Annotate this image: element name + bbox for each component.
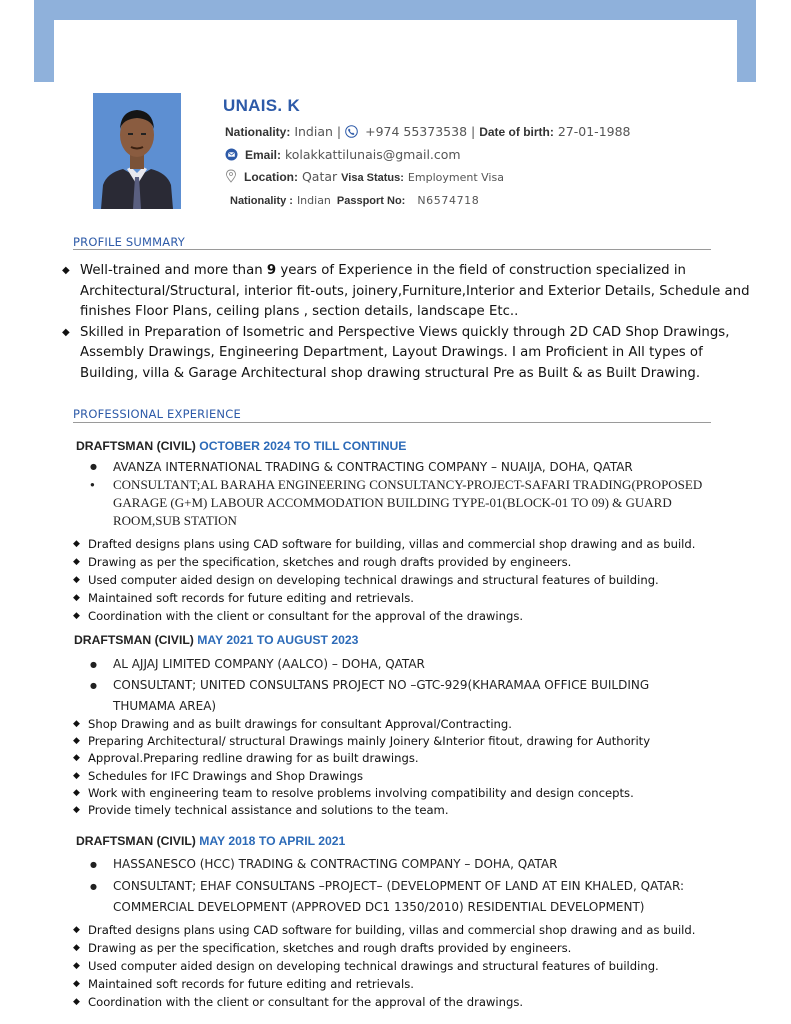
phone-value: +974 55373538 |	[365, 124, 476, 139]
email-icon	[225, 148, 238, 164]
duty-item: ◆ Work with engineering team to resolve problems involving compatibility and design concepts.	[73, 785, 753, 802]
profile-photo	[93, 93, 181, 209]
job-title-3	[76, 834, 345, 848]
duty-item: ◆ Preparing Architectural/ structural Drawings mainly Joinery &Interior fitout, drawing for Authority	[73, 733, 753, 750]
job-title-2	[74, 633, 358, 647]
bullet-icon: ◆	[73, 979, 80, 989]
profile-summary	[62, 261, 752, 384]
visa-status-value: Employment Visa	[407, 171, 504, 184]
duty-item: ◆ Schedules for IFC Drawings and Shop Drawings	[73, 768, 753, 785]
passport-label: Passport No:	[336, 195, 406, 207]
duty-item: ◆ Drawing as per the specification, sketches and rough drafts provided by engineers.	[73, 555, 572, 569]
job-companies-1	[90, 458, 730, 530]
job-companies-3	[90, 854, 715, 919]
passport-line	[230, 192, 479, 207]
bullet-icon: ◆	[62, 265, 70, 276]
bullet-icon: ◆	[73, 787, 80, 798]
bullet-icon: ●	[90, 660, 97, 669]
company-item: ● AL AJJAJ LIMITED COMPANY (AALCO) – DOHA, QATAR	[90, 654, 670, 675]
bullet-icon: ◆	[73, 961, 80, 971]
experience-heading: PROFESSIONAL EXPERIENCE	[73, 407, 241, 421]
visa-status-label: Visa Status:	[341, 172, 404, 184]
job-dates: MAY 2018 TO APRIL 2021	[199, 834, 346, 848]
bullet-icon: ●	[90, 480, 95, 489]
dob-label: Date of birth:	[479, 125, 554, 139]
bullet-icon: ◆	[73, 575, 80, 585]
nationality2-label: Nationality :	[230, 195, 293, 207]
job-role: DRAFTSMAN (CIVIL)	[76, 834, 196, 848]
bullet-icon: ◆	[73, 557, 80, 567]
candidate-name: UNAIS. K	[223, 96, 301, 115]
bullet-icon: ◆	[73, 997, 80, 1007]
job-dates: OCTOBER 2024 TO TILL CONTINUE	[199, 439, 407, 453]
job-companies-2	[90, 654, 670, 717]
summary-item: ◆ Skilled in Preparation of Isometric and Perspective Views quickly through 2D CAD Shop Drawings, Assembly Drawings, Engineering Department, Layout Drawings. I am Proficient in All types of Building, villa & Garage Architectural shop drawing structural Pre as Built & as Built Drawing.	[62, 324, 730, 381]
job-dates: MAY 2021 TO AUGUST 2023	[197, 633, 359, 647]
nationality-value: Indian |	[294, 124, 342, 139]
bullet-icon: ◆	[73, 770, 80, 781]
bullet-icon: ◆	[73, 593, 80, 603]
bullet-icon: ◆	[73, 539, 80, 549]
nationality-phone-line	[225, 124, 631, 141]
profile-summary-divider	[73, 249, 711, 250]
job-role: DRAFTSMAN (CIVIL)	[76, 439, 196, 453]
bullet-icon: ◆	[73, 736, 80, 747]
job-duties-2	[73, 716, 753, 819]
duty-item: ◆ Maintained soft records for future editing and retrievals.	[73, 591, 414, 605]
header-band-inner	[54, 20, 737, 82]
job-title-1	[76, 439, 406, 453]
bullet-icon: ◆	[73, 925, 80, 935]
company-item: ● AVANZA INTERNATIONAL TRADING & CONTRACTING COMPANY – NUAIJA, DOHA, QATAR	[90, 460, 633, 474]
duty-item: ◆ Drafted designs plans using CAD software for building, villas and commercial shop drawing and as build.	[73, 537, 696, 551]
email-line	[225, 147, 461, 164]
duty-item: ◆ Maintained soft records for future editing and retrievals.	[73, 977, 414, 991]
passport-value: N6574718	[417, 194, 480, 207]
profile-summary-heading: PROFILE SUMMARY	[73, 235, 186, 249]
duty-item: ◆ Approval.Preparing redline drawing for as built drawings.	[73, 750, 753, 767]
location-pin-icon	[225, 169, 237, 186]
bullet-icon: ◆	[62, 326, 70, 338]
bullet-icon: ●	[90, 881, 97, 891]
duty-item: ◆ Drawing as per the specification, sketches and rough drafts provided by engineers.	[73, 941, 572, 955]
consultant-item: ● CONSULTANT; EHAF CONSULTANS –PROJECT– (DEVELOPMENT OF LAND AT EIN KHALED, QATAR: COMMERCIAL DEVELOPMENT (APPROVED DC1 1350/2010) RESIDENTIAL DEVELOPMENT)	[90, 876, 715, 919]
nationality-label: Nationality:	[225, 125, 291, 139]
nationality2-value: Indian	[296, 194, 331, 207]
bullet-icon: ●	[90, 860, 97, 869]
duty-item: ◆ Used computer aided design on developing technical drawings and structural features of building.	[73, 573, 659, 587]
location-line	[225, 169, 504, 186]
summary-item: ◆ Well-trained and more than 9 years of Experience in the field of construction specialized in Architectural/Structural, interior fit-outs, joinery,Furniture,Interior and Exterior Details, Schedule and finishes Floor Plans, ceiling plans , section details, landscape Etc..	[62, 263, 750, 319]
phone-icon	[345, 125, 358, 141]
company-item: ● HASSANESCO (HCC) TRADING & CONTRACTING COMPANY – DOHA, QATAR	[90, 854, 715, 876]
experience-divider	[73, 422, 711, 423]
email-label: Email:	[244, 148, 281, 162]
bullet-icon: ◆	[73, 753, 80, 764]
email-value[interactable]: kolakkattilunais@gmail.com	[284, 147, 461, 162]
duty-item: ◆ Drafted designs plans using CAD software for building, villas and commercial shop drawing and as build.	[73, 923, 696, 937]
bullet-icon: ●	[90, 462, 97, 471]
job-duties-3	[73, 921, 753, 1011]
job-role: DRAFTSMAN (CIVIL)	[74, 633, 194, 647]
dob-value: 27-01-1988	[557, 124, 631, 139]
bullet-icon: ◆	[73, 719, 80, 729]
bullet-icon: ◆	[73, 943, 80, 953]
duty-item: ◆ Coordination with the client or consultant for the approval of the drawings.	[73, 609, 524, 623]
bullet-icon: ◆	[73, 611, 80, 621]
location-label: Location:	[243, 170, 298, 184]
consultant-item: ● CONSULTANT; UNITED CONSULTANS PROJECT NO –GTC-929(KHARAMAA OFFICE BUILDING THUMAMA AREA)	[90, 675, 670, 717]
bullet-icon: ◆	[73, 805, 80, 816]
job-duties-1	[73, 535, 753, 625]
duty-item: ◆ Provide timely technical assistance and solutions to the team.	[73, 802, 753, 819]
duty-item: ◆ Shop Drawing and as built drawings for consultant Approval/Contracting.	[73, 716, 753, 733]
consultant-item: ● CONSULTANT;AL BARAHA ENGINEERING CONSULTANCY-PROJECT-SAFARI TRADING(PROPOSED GARAGE (G+M) LABOUR ACCOMMODATION BUILDING TYPE-01(BLOCK-01 TO 09) & GUARD ROOM,SUB STATION	[90, 477, 703, 528]
duty-item: ◆ Coordination with the client or consultant for the approval of the drawings.	[73, 995, 524, 1009]
duty-item: ◆ Used computer aided design on developing technical drawings and structural features of building.	[73, 959, 659, 973]
bullet-icon: ●	[90, 681, 97, 690]
location-value: Qatar	[301, 169, 338, 184]
